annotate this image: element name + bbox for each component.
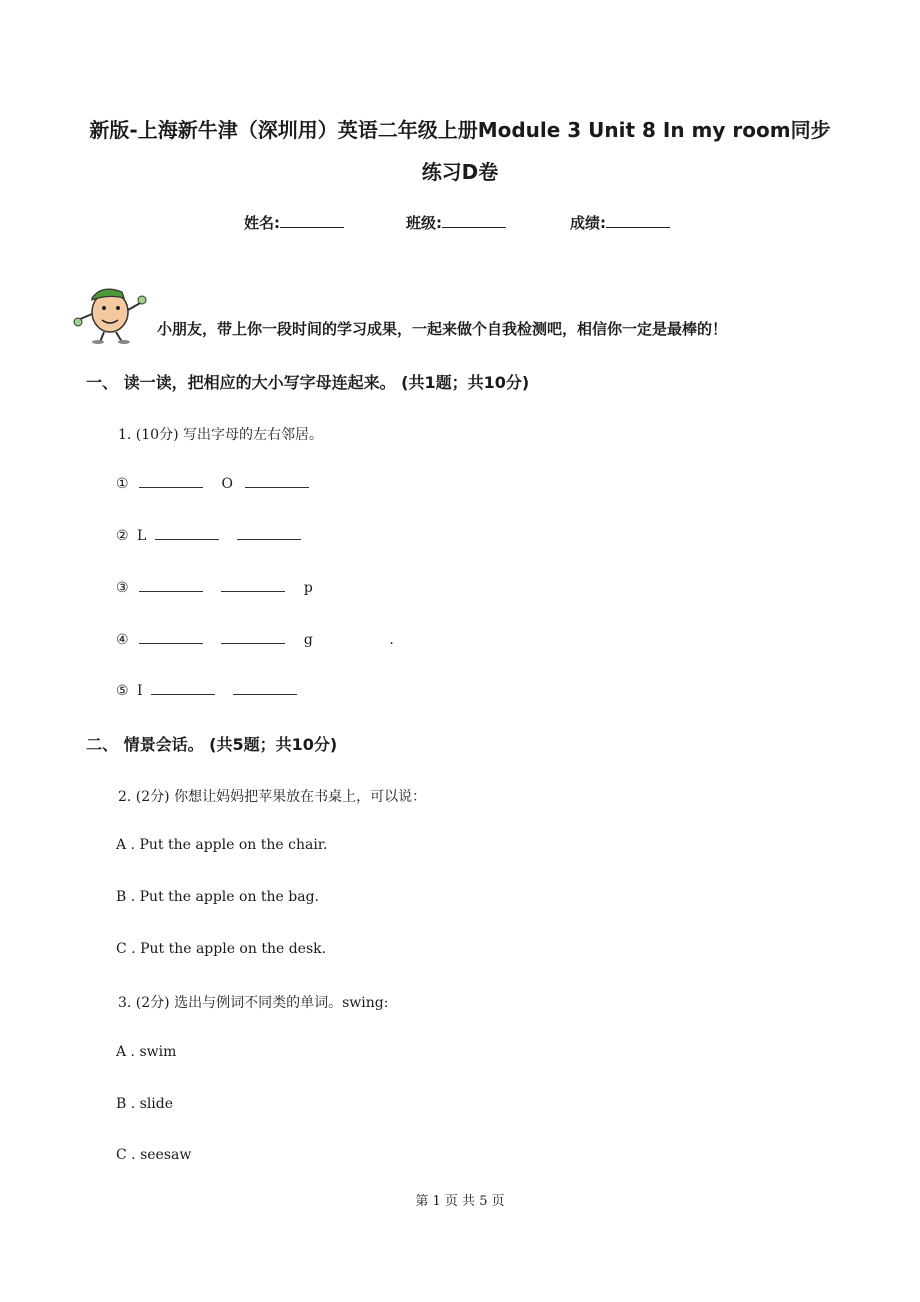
answer-blank[interactable] [139, 475, 203, 488]
name-field [244, 212, 344, 233]
page-footer: 第 1 页 共 5 页 [415, 1194, 505, 1209]
q3-option-c[interactable]: C . seesaw [116, 1147, 192, 1163]
question-3: 3. (2分) 选出与例词不同类的单词。swing: [118, 995, 389, 1011]
title-line-2: 练习D卷 [421, 160, 499, 184]
class-field [406, 212, 506, 233]
item-number: ① [116, 476, 129, 492]
class-label: 班级: [406, 214, 442, 232]
q2-option-a[interactable]: A . Put the apple on the chair. [116, 837, 328, 853]
name-label: 姓名: [244, 214, 280, 232]
class-blank [442, 213, 506, 228]
item-trail: . [389, 632, 394, 648]
letter-item-2 [116, 527, 301, 544]
q2-option-b[interactable]: B . Put the apple on the bag. [116, 889, 320, 905]
intro-text: 小朋友，带上你一段时间的学习成果，一起来做个自我检测吧，相信你一定是最棒的！ [157, 320, 728, 338]
answer-blank[interactable] [139, 579, 203, 592]
item-letter: L [137, 528, 147, 544]
answer-blank[interactable] [155, 527, 219, 540]
question-1: 1. (10分) 写出字母的左右邻居。 [118, 427, 323, 443]
question-2: 2. (2分) 你想让妈妈把苹果放在书桌上，可以说： [118, 789, 427, 805]
section-2-heading: 二、 情景会话。 (共5题；共10分) [86, 735, 338, 754]
letter-item-5 [116, 682, 297, 699]
item-number: ② [116, 528, 129, 544]
title-line-1: 新版-上海新牛津（深圳用）英语二年级上册Module 3 Unit 8 In my room同步 [89, 118, 831, 142]
item-number: ③ [116, 580, 129, 596]
item-number: ⑤ [116, 683, 129, 699]
answer-blank[interactable] [233, 682, 297, 695]
letter-item-4 [116, 631, 394, 648]
q3-option-a[interactable]: A . swim [116, 1044, 177, 1060]
score-blank [606, 213, 670, 228]
letter-item-1 [116, 475, 309, 492]
score-field [570, 212, 670, 233]
q2-option-c[interactable]: C . Put the apple on the desk. [116, 941, 327, 957]
mascot-icon [72, 280, 152, 344]
answer-blank[interactable] [139, 631, 203, 644]
answer-blank[interactable] [151, 682, 215, 695]
item-letter: g [303, 632, 313, 648]
answer-blank[interactable] [237, 527, 301, 540]
score-label: 成绩: [570, 214, 606, 232]
answer-blank[interactable] [221, 579, 285, 592]
q3-option-b[interactable]: B . slide [116, 1096, 174, 1112]
item-number: ④ [116, 632, 129, 648]
name-blank [280, 213, 344, 228]
section-1-heading: 一、 读一读，把相应的大小写字母连起来。 (共1题；共10分) [86, 373, 530, 392]
item-letter: I [137, 683, 143, 699]
item-letter: p [303, 580, 313, 596]
letter-item-3 [116, 579, 313, 596]
answer-blank[interactable] [221, 631, 285, 644]
item-letter: O [221, 476, 233, 492]
answer-blank[interactable] [245, 475, 309, 488]
